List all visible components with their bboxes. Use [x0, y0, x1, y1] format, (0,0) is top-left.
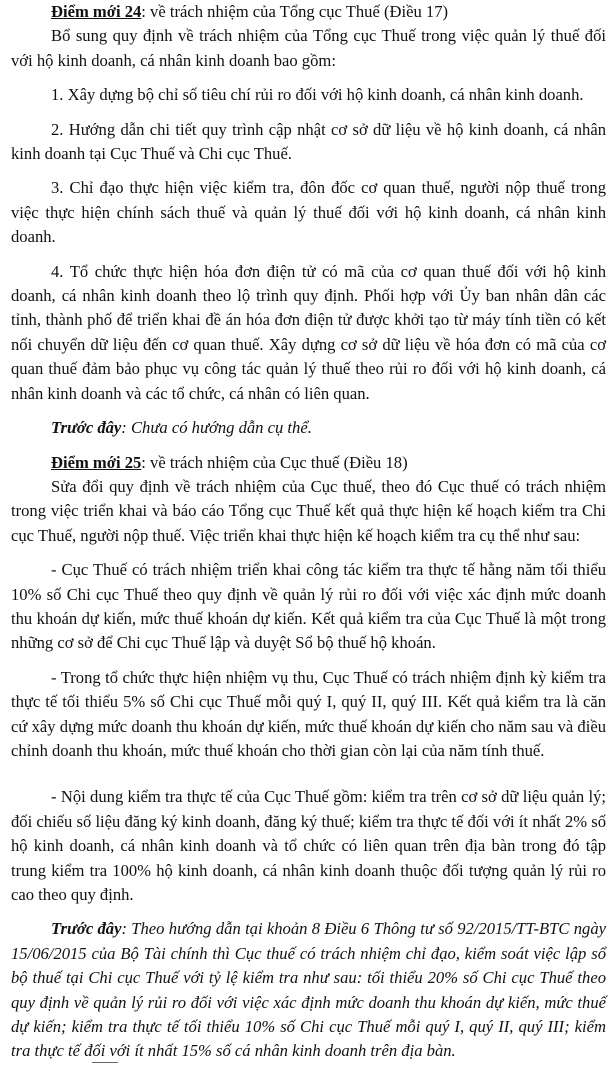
page-footer-mark — [92, 1062, 118, 1063]
section-24-item-4: 4. Tổ chức thực hiện hóa đơn điện tử có mã của cơ quan thuế đối với hộ kinh doanh, cá nhân kinh doanh theo lộ trình quy định. Phối hợp với Ủy ban nhân dân các tỉnh, thành phố để triển khai đề án hóa đơn điện tử được khởi tạo từ máy tính tiền có kết nối chuyển dữ liệu đến cơ quan thuế. Xây dựng cơ sở dữ liệu về hóa đơn có mã của cơ quan thuế đảm bảo phục vụ công tác quản lý thuế theo rủi ro đối với hộ kinh doanh, cá nhân kinh doanh và các tổ chức, cá nhân có liên quan. — [11, 261, 606, 403]
section-24-before — [11, 416, 606, 440]
section-25-before — [11, 917, 606, 1063]
section-25-label: Điểm mới 25 — [51, 452, 142, 472]
section-25-title: : về trách nhiệm của Cục thuế (Điều 18) — [141, 452, 408, 472]
section-24-item-2: 2. Hướng dẫn chi tiết quy trình cập nhật cơ sở dữ liệu về hộ kinh doanh, cá nhân kinh doanh tại Cục Thuế và Chi cục Thuế. — [11, 119, 606, 164]
section-24-before-label: Trước đây — [51, 418, 122, 438]
section-24-intro: Bổ sung quy định về trách nhiệm của Tổng cục Thuế trong việc quản lý thuế đối với hộ kinh doanh, cá nhân kinh doanh bao gồm: — [11, 26, 606, 70]
section-24-title: : về trách nhiệm của Tổng cục Thuế (Điều 17) — [141, 2, 449, 21]
section-24-before-text: : Chưa có hướng dẫn cụ thể. — [121, 418, 312, 438]
section-25-item-3: - Nội dung kiểm tra thực tế của Cục Thuế gồm: kiểm tra trên cơ sở dữ liệu quản lý; đối chiếu số liệu đăng ký kinh doanh, đăng ký thuế; kiểm tra thực tế đối với ít nhất 2% số hộ kinh doanh, cá nhân kinh doanh và tổ chức có liên quan trên địa bàn trong đó tập trung kiểm tra 100% hộ kinh doanh, cá nhân kinh doanh thuộc đối tượng quản lý rủi ro cao theo quy định. — [11, 787, 606, 904]
section-25-item-2: - Trong tổ chức thực hiện nhiệm vụ thu, Cục Thuế có trách nhiệm định kỳ kiểm tra thực tế tối thiểu 5% số Chi cục Thuế mỗi quý I, quý II, quý III. Kết quả kiểm tra là căn cứ xây dựng mức doanh thu khoán dự kiến, mức thuế khoán dự kiến cho năm sau và điều chỉnh doanh thu khoán, mức thuế khoán cho thời gian còn lại của năm tính thuế. — [11, 667, 606, 760]
section-25-heading — [11, 451, 606, 475]
section-24-item-1: 1. Xây dựng bộ chỉ số tiêu chí rủi ro đối với hộ kinh doanh, cá nhân kinh doanh. — [51, 85, 584, 105]
section-25-before-text: : Theo hướng dẫn tại khoản 8 Điều 6 Thông tư số 92/2015/TT-BTC ngày 15/06/2015 của Bộ Tài chính thì Cục thuế có trách nhiệm chỉ đạo, kiểm soát việc lập sổ bộ thuế tại Chi cục Thuế với tỷ lệ kiểm tra như sau: tối thiểu 20% số Chi cục Thuế theo quy định về quản lý rủi ro đối với việc xác định mức doanh thu khoán dự kiến, mức thuế dự kiến; kiểm tra thực tế tối thiểu 10% số Chi cục Thuế mỗi quý I, quý II, quý III; kiểm tra thực tế đối với ít nhất 15% số cá nhân kinh doanh trên địa bàn. — [11, 919, 606, 1061]
section-24-heading — [11, 0, 606, 24]
section-25-item-1: - Cục Thuế có trách nhiệm triển khai công tác kiểm tra thực tế hằng năm tối thiểu 10% số Chi cục Thuế theo quy định về quản lý rủi ro đối với việc xác định mức doanh thu khoán dự kiến, mức thuế khoán dự kiến. Kết quả kiểm tra của Cục Thuế là một trong những cơ sở để Chi cục Thuế lập và duyệt Sổ bộ thuế hộ khoán. — [11, 560, 606, 653]
section-24-label: Điểm mới 24 — [51, 2, 142, 21]
section-25-intro: Sửa đổi quy định về trách nhiệm của Cục thuế, theo đó Cục thuế có trách nhiệm trong việc triển khai và báo cáo Tổng cục Thuế kết quả thực hiện kế hoạch kiểm tra Chi cục Thuế, người nộp thuế. Việc triển khai thực hiện kế hoạch kiểm tra cụ thể như sau: — [11, 476, 606, 545]
section-24-item-3: 3. Chỉ đạo thực hiện việc kiểm tra, đôn đốc cơ quan thuế, người nộp thuế trong việc thực hiện chính sách thuế và quản lý thuế đối với hộ kinh doanh, cá nhân kinh doanh. — [11, 178, 606, 247]
section-25-before-label: Trước đây — [51, 919, 122, 939]
